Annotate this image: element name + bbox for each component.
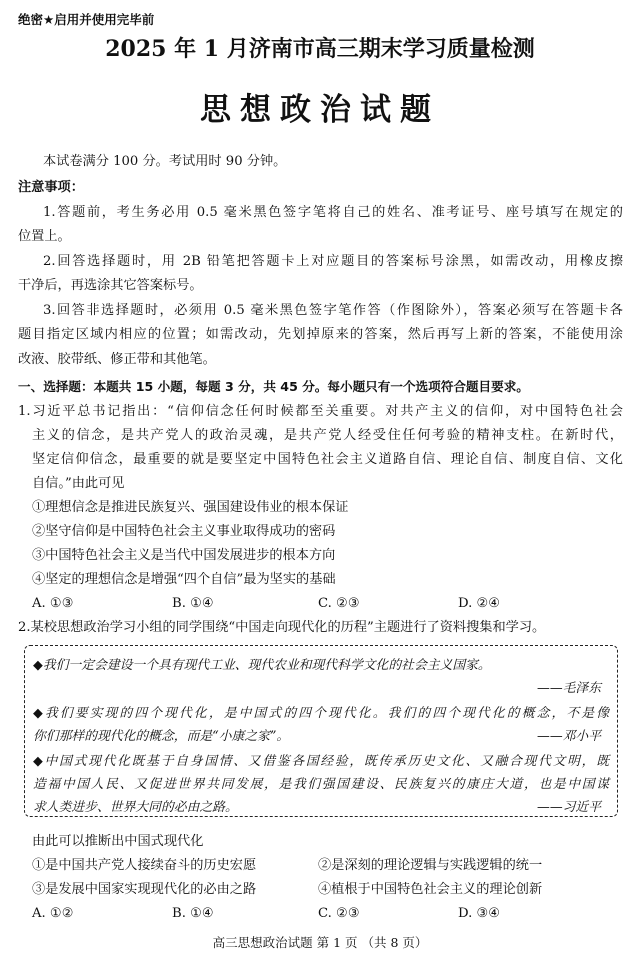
notice-line: 改液、胶带纸、修正带和其他笔。: [18, 352, 216, 367]
q1-item: ③中国特色社会主义是当代中国发展进步的根本方向: [32, 548, 336, 563]
notice-line: 1.答题前，考生务必用 0.5 毫米黑色签字笔将自己的姓名、准考证号、座号填写在规定的: [43, 205, 623, 220]
q2-item: ④植根于中国特色社会主义的理论创新: [318, 882, 543, 897]
q1-stem-line: 1.习近平总书记指出：“信仰信念任何时候都至关重要。对共产主义的信仰，对中国特色社会: [18, 404, 623, 419]
quote-line: 求人类进步、世界大同的必由之路。: [33, 800, 238, 815]
quote-line: ◆中国式现代化既基于自身国情、又借鉴各国经验，既传承历史文化、又融合现代文明，既: [33, 754, 609, 769]
quote-line: ◆我们要实现的四个现代化，是中国式的四个现代化。我们的四个现代化的概念，不是像: [33, 706, 609, 721]
q1-item: ②坚守信仰是中国特色社会主义事业取得成功的密码: [32, 524, 336, 539]
quote-line: 你们那样的现代化的概念，而是“小康之家”。: [33, 729, 290, 744]
q2-option-c: C. ②③: [318, 906, 360, 921]
subject-title: 思想政治试题: [200, 92, 440, 128]
q2-item: ①是中国共产党人接续奋斗的历史宏愿: [32, 858, 257, 873]
q2-item: ③是发展中国家实现现代化的必由之路: [32, 882, 257, 897]
quote-line: 造福中国人民、又促进世界共同发展，是我们强国建设、民族复兴的康庄大道，也是中国谋: [33, 777, 609, 792]
q2-lead: 由此可以推断出中国式现代化: [32, 834, 204, 849]
section-heading: 一、选择题：本题共 15 小题，每题 3 分，共 45 分。每小题只有一个选项符合题目要求。: [18, 379, 529, 394]
quote-author: ——习近平: [537, 800, 601, 815]
q1-item: ④坚定的理想信念是增强“四个自信”最为坚实的基础: [32, 572, 336, 587]
q2-option-a: A. ①②: [32, 906, 74, 921]
q2-stem: 2.某校思想政治学习小组的同学围绕“中国走向现代化的历程”主题进行了资料搜集和学习。: [18, 620, 546, 635]
q2-option-b: B. ①④: [172, 906, 214, 921]
q1-option-b: B. ①④: [172, 596, 214, 611]
q1-stem-line: 自信。”由此可见: [32, 476, 125, 491]
quote-author: ——邓小平: [537, 729, 601, 744]
q1-stem-line: 坚定信仰信念，最重要的就是要坚定中国特色社会主义道路自信、理论自信、制度自信、文化: [32, 452, 623, 467]
notice-title: 注意事项：: [18, 180, 84, 195]
quote-author: ——毛泽东: [537, 681, 601, 696]
q2-option-d: D. ③④: [458, 906, 501, 921]
q1-stem-line: 主义的信念，是共产党人的政治灵魂，是共产党人经受住任何考验的精神支柱。在新时代，: [32, 428, 623, 443]
exam-title: 2025 年 1 月济南市高三期末学习质量检测: [105, 36, 535, 62]
notice-line: 位置上。: [18, 229, 71, 244]
notice-line: 干净后，再选涂其它答案标号。: [18, 278, 203, 293]
notice-line: 2.回答选择题时，用 2B 铅笔把答题卡上对应题目的答案标号涂黑，如需改动，用橡皮擦: [43, 254, 623, 269]
q1-option-c: C. ②③: [318, 596, 360, 611]
secret-mark: 绝密★启用并使用完毕前: [18, 12, 155, 27]
q1-item: ①理想信念是推进民族复兴、强国建设伟业的根本保证: [32, 500, 349, 515]
notice-line: 3.回答非选择题时，必须用 0.5 毫米黑色签字笔作答（作图除外），答案必须写在答题卡各: [43, 303, 623, 318]
q1-option-d: D. ②④: [458, 596, 501, 611]
quote-line: ◆我们一定会建设一个具有现代工业、现代农业和现代科学文化的社会主义国家。: [33, 658, 491, 673]
page-footer: 高三思想政治试题 第 1 页 （共 8 页）: [212, 935, 428, 950]
quote-box: [24, 645, 618, 817]
notice-line: 题目指定区域内相应的位置；如需改动，先划掉原来的答案，然后再写上新的答案，不能使用涂: [18, 327, 623, 342]
score-time: 本试卷满分 100 分。考试用时 90 分钟。: [43, 154, 287, 169]
q1-option-a: A. ①③: [32, 596, 74, 611]
q2-item: ②是深刻的理论逻辑与实践逻辑的统一: [318, 858, 543, 873]
